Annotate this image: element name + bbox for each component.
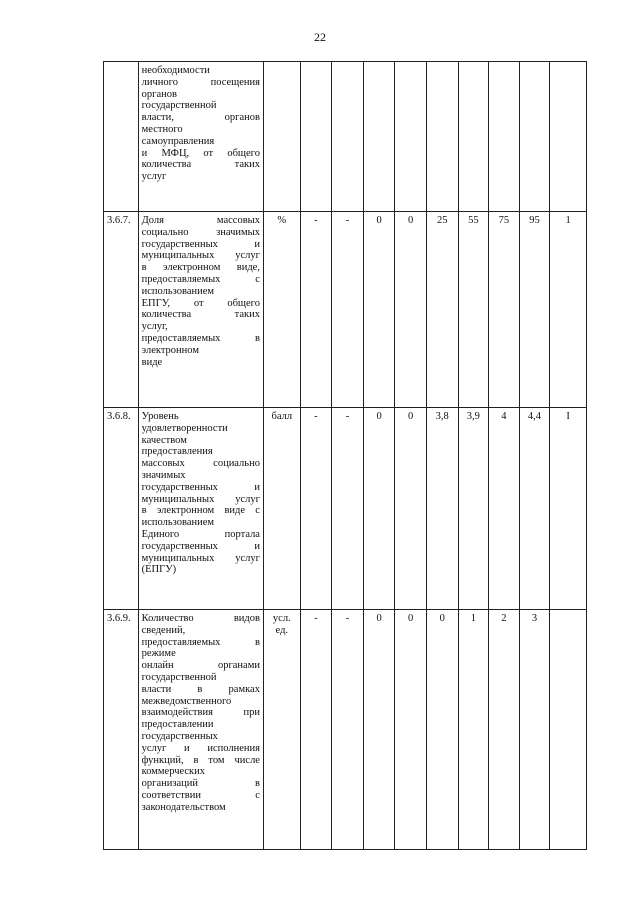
description-line: коммерческих (141, 766, 206, 778)
value-cell (519, 62, 550, 212)
description-line: необходимости (141, 65, 210, 76)
value-cell: 0 (363, 610, 395, 850)
table-row (104, 408, 587, 610)
description-line: услуг, (141, 321, 168, 333)
value-cell (332, 62, 364, 212)
value-cell: - (300, 212, 332, 408)
description-line: муниципальных услуг (141, 493, 260, 505)
description-line: использованием (141, 517, 215, 529)
value-cell: 3 (519, 610, 550, 850)
value-cell: 75 (489, 212, 520, 408)
description-line: государственных (141, 730, 218, 742)
value-cell: 0 (363, 212, 395, 408)
description-line: количества таких (141, 309, 260, 321)
description-line: межведомственного (141, 695, 232, 707)
value-cell: 0 (395, 408, 427, 610)
value-cell: 3,9 (458, 408, 489, 610)
value-cell: 0 (395, 212, 427, 408)
value-cell (300, 62, 332, 212)
description-line: в электронном виде, (141, 262, 260, 274)
description-line: Уровень (141, 411, 179, 422)
indicator-code: 3.6.8. (104, 408, 139, 610)
table-row (104, 212, 587, 408)
value-cell: 1 (458, 610, 489, 850)
value-cell: 2 (489, 610, 520, 850)
value-cell: 0 (363, 408, 395, 610)
indicators-table (103, 61, 587, 850)
description-line: предоставлении (141, 719, 214, 731)
description-line: самоуправления (141, 135, 215, 147)
description-line: онлайн органами (141, 660, 260, 672)
description-line: муниципальных услуг (141, 552, 260, 564)
description-line: органов (141, 88, 177, 100)
description-line: качеством (141, 434, 187, 446)
description-line: использованием (141, 285, 215, 297)
description-line: власти в рамках (141, 683, 260, 695)
value-cell: 55 (458, 212, 489, 408)
description-line: государственных и (141, 540, 260, 552)
unit-cell: балл (263, 408, 300, 610)
indicator-code (104, 62, 139, 212)
value-cell: 4,4 (519, 408, 550, 610)
description-line: электронном (141, 344, 199, 356)
value-cell: - (332, 408, 364, 610)
description-line: организаций в (141, 778, 260, 790)
description-line: социально значимых (141, 226, 260, 238)
description-line: Доля массовых (141, 215, 260, 226)
description-line: государственной (141, 100, 217, 112)
value-cell: 0 (395, 610, 427, 850)
description-line: государственных и (141, 481, 260, 493)
value-cell: 25 (426, 212, 458, 408)
indicator-description (138, 212, 263, 408)
description-line: муниципальных услуг (141, 250, 260, 262)
description-line: государственных и (141, 238, 260, 250)
value-cell: I (550, 408, 587, 610)
value-cell (550, 62, 587, 212)
description-line: соответствии с (141, 789, 260, 801)
description-line: удовлетворенности (141, 422, 228, 434)
value-cell: 4 (489, 408, 520, 610)
description-line: власти, органов (141, 112, 260, 124)
value-cell: - (300, 408, 332, 610)
description-line: сведений, (141, 624, 186, 636)
description-line: предоставляемых с (141, 273, 260, 285)
description-line: и МФЦ, от общего (141, 147, 260, 159)
table-row (104, 62, 587, 212)
description-line: в электронном виде с (141, 505, 260, 517)
description-line: (ЕПГУ) (141, 564, 177, 576)
description-line: режиме (141, 648, 176, 660)
indicator-description (138, 62, 263, 212)
value-cell: - (300, 610, 332, 850)
description-line: услуг и исполнения (141, 742, 260, 754)
description-line: виде (141, 356, 163, 368)
value-cell: 95 (519, 212, 550, 408)
description-line: предоставляемых в (141, 636, 260, 648)
description-line: значимых (141, 469, 186, 481)
value-cell (426, 62, 458, 212)
indicator-code: 3.6.9. (104, 610, 139, 850)
description-line: услуг (141, 171, 167, 183)
value-cell: 0 (426, 610, 458, 850)
description-line: функций, в том числе (141, 754, 260, 766)
indicator-code: 3.6.7. (104, 212, 139, 408)
description-line: взаимодействия при (141, 707, 260, 719)
description-line: предоставляемых в (141, 332, 260, 344)
description-line: местного (141, 123, 183, 135)
value-cell: - (332, 610, 364, 850)
value-cell (458, 62, 489, 212)
description-line: количества таких (141, 159, 260, 171)
table-row (104, 610, 587, 850)
description-line: государственной (141, 671, 217, 683)
description-line: массовых социально (141, 458, 260, 470)
description-line: личного посещения (141, 76, 260, 88)
description-line: Единого портала (141, 528, 260, 540)
description-line: ЕПГУ, от общего (141, 297, 260, 309)
unit-cell: % (263, 212, 300, 408)
unit-cell: усл. ед. (263, 610, 300, 850)
unit-cell (263, 62, 300, 212)
value-cell: 3,8 (426, 408, 458, 610)
value-cell (489, 62, 520, 212)
value-cell (363, 62, 395, 212)
description-line: предоставления (141, 446, 213, 458)
indicator-description (138, 610, 263, 850)
value-cell: - (332, 212, 364, 408)
description-line: Количество видов (141, 613, 260, 624)
value-cell (395, 62, 427, 212)
page-number: 22 (314, 30, 326, 44)
indicator-description (138, 408, 263, 610)
value-cell: 1 (550, 212, 587, 408)
description-line: законодательством (141, 801, 226, 813)
value-cell (550, 610, 587, 850)
